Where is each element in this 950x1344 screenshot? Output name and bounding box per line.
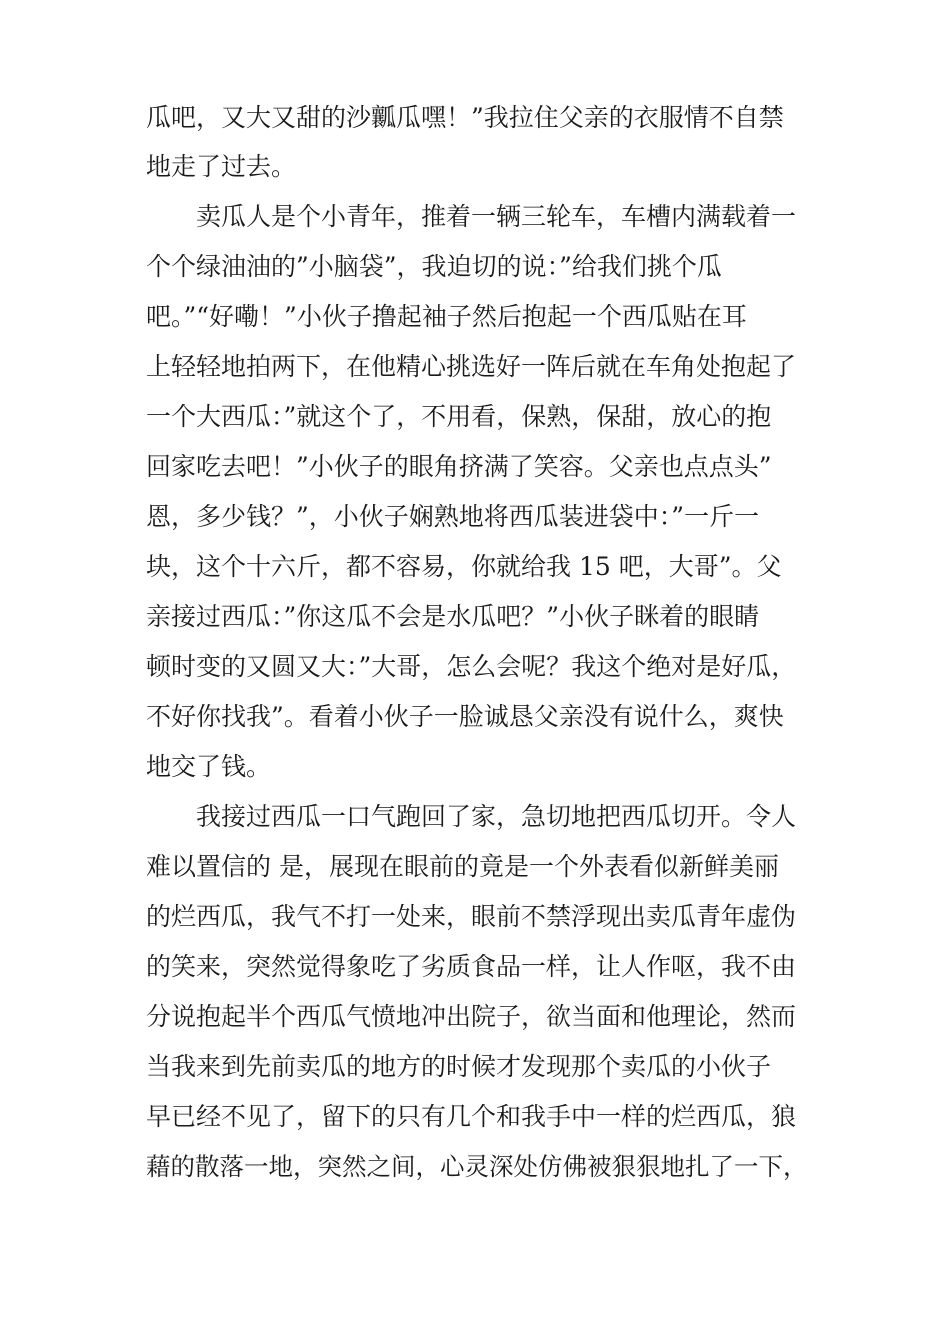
text-line: 的笑来，突然觉得象吃了劣质食品一样，让人作呕，我不由 [146,952,797,981]
text-line: 不好你找我”。看着小伙子一脸诚恳父亲没有说什么，爽快 [146,702,784,731]
text-line-paragraph-start: 我接过西瓜一口气跑回了家，急切地把西瓜切开。令人 [196,802,797,831]
text-line: 分说抱起半个西瓜气愤地冲出院子，欲当面和他理论，然而 [146,1002,797,1031]
text-line: 个个绿油油的”小脑袋”，我迫切的说：”给我们挑个瓜 [146,252,722,281]
text-line: 上轻轻地拍两下，在他精心挑选好一阵后就在车角处抱起了 [146,352,797,381]
text-line: 早已经不见了，留下的只有几个和我手中一样的烂西瓜，狼 [146,1102,797,1131]
text-line: 一个大西瓜：”就这个了，不用看，保熟，保甜，放心的抱 [146,402,772,431]
text-line: 地交了钱。 [146,752,272,781]
text-line: 恩，多少钱？”，小伙子娴熟地将西瓜装进袋中：”一斤一 [146,502,760,531]
text-line: 回家吃去吧！”小伙子的眼角挤满了笑容。父亲也点点头” [146,452,772,481]
text-line: 当我来到先前卖瓜的地方的时候才发现那个卖瓜的小伙子 [146,1052,772,1081]
text-line: 瓜吧，又大又甜的沙瓤瓜嘿！”我拉住父亲的衣服情不自禁 [146,103,784,132]
text-line: 亲接过西瓜：”你这瓜不会是水瓜吧？”小伙子眯着的眼睛 [146,602,760,631]
text-line: 顿时变的又圆又大：”大哥，怎么会呢？我这个绝对是好瓜， [146,652,797,681]
text-line-paragraph-start: 卖瓜人是个小青年，推着一辆三轮车，车槽内满载着一 [196,202,797,231]
text-line: 吧。”“好嘞！”小伙子撸起袖子然后抱起一个西瓜贴在耳 [146,302,747,331]
text-line: 难以置信的 是，展现在眼前的竟是一个外表看似新鲜美丽 [146,852,779,881]
text-line: 藉的散落一地，突然之间，心灵深处仿佛被狠狠地扎了一下， [146,1152,808,1181]
text-line: 的烂西瓜，我气不打一处来，眼前不禁浮现出卖瓜青年虚伪 [146,902,797,931]
text-line: 块，这个十六斤，都不容易，你就给我 15 吧，大哥”。父 [146,552,782,581]
text-line: 地走了过去。 [146,152,297,181]
